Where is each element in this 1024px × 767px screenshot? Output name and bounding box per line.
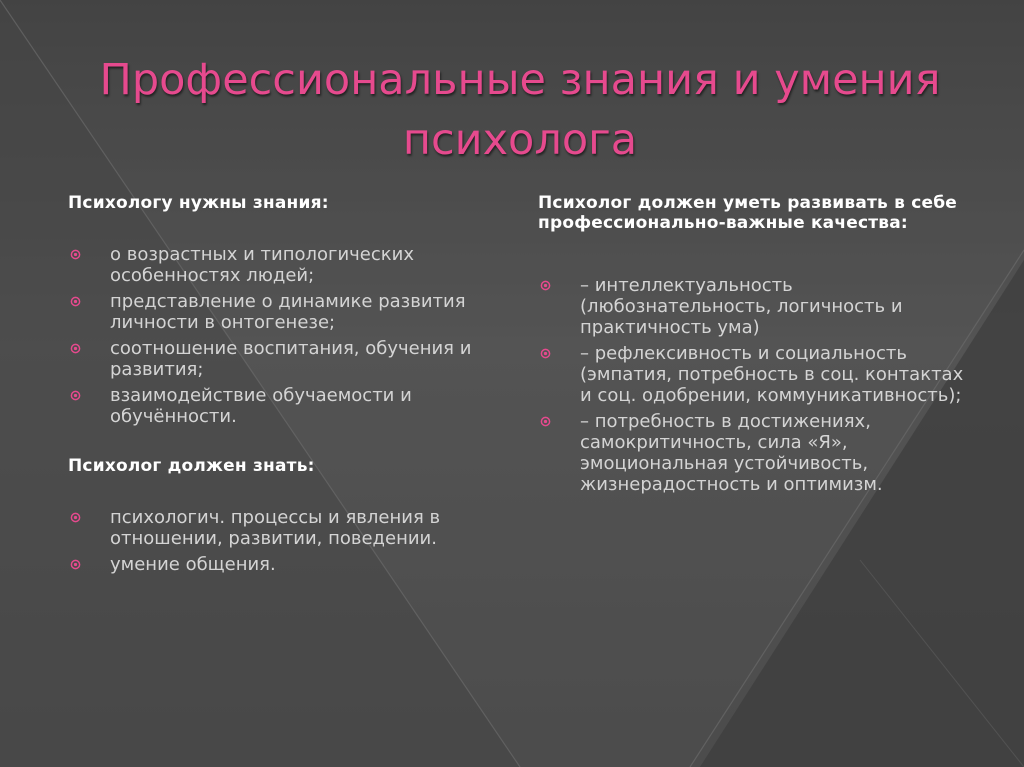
ring-bullet-icon [540, 348, 551, 359]
list-item [538, 343, 978, 406]
ring-bullet-icon [540, 280, 551, 291]
qualities-list [538, 275, 978, 495]
list-item-text: представление о динамике развития личности в онтогенезе; [110, 291, 466, 333]
qualities-heading: Психолог должен уметь развивать в себе профессионально-важные качества: [538, 193, 958, 233]
knowledge-list [68, 244, 498, 427]
list-item [68, 338, 498, 380]
list-item [68, 244, 498, 286]
must-know-list [68, 507, 498, 575]
list-item-text: – потребность в достижениях, самокритичность, сила «Я», эмоциональная устойчивость, жизнерадостность и оптимизм. [580, 411, 883, 495]
list-item-text: психологич. процессы и явления в отношении, развитии, поведении. [110, 507, 441, 549]
must-know-heading: Психолог должен знать: [68, 456, 315, 476]
list-item-text: – интеллектуальность (любознательность, логичность и практичность ума) [580, 275, 903, 338]
list-item [68, 554, 498, 575]
list-item [538, 411, 978, 495]
list-item-text: взаимодействие обучаемости и обучённости. [110, 385, 412, 427]
list-item [68, 291, 498, 333]
list-item-text: умение общения. [110, 554, 276, 575]
ring-bullet-icon [70, 390, 81, 401]
list-item [68, 385, 498, 427]
ring-bullet-icon [70, 296, 81, 307]
left-column [68, 193, 498, 580]
ring-bullet-icon [70, 512, 81, 523]
knowledge-heading: Психологу нужны знания: [68, 193, 329, 213]
list-item-text: соотношение воспитания, обучения и развития; [110, 338, 472, 380]
slide-title: Профессиональные знания и умения психолога [99, 55, 941, 165]
ring-bullet-icon [70, 343, 81, 354]
right-column [538, 193, 978, 500]
list-item [538, 275, 978, 338]
ring-bullet-icon [540, 416, 551, 427]
ring-bullet-icon [70, 249, 81, 260]
ring-bullet-icon [70, 559, 81, 570]
list-item [68, 507, 498, 549]
list-item-text: о возрастных и типологических особенностях людей; [110, 244, 415, 286]
list-item-text: – рефлексивность и социальность (эмпатия, потребность в соц. контактах и соц. одобрении, коммуникативность); [580, 343, 964, 406]
